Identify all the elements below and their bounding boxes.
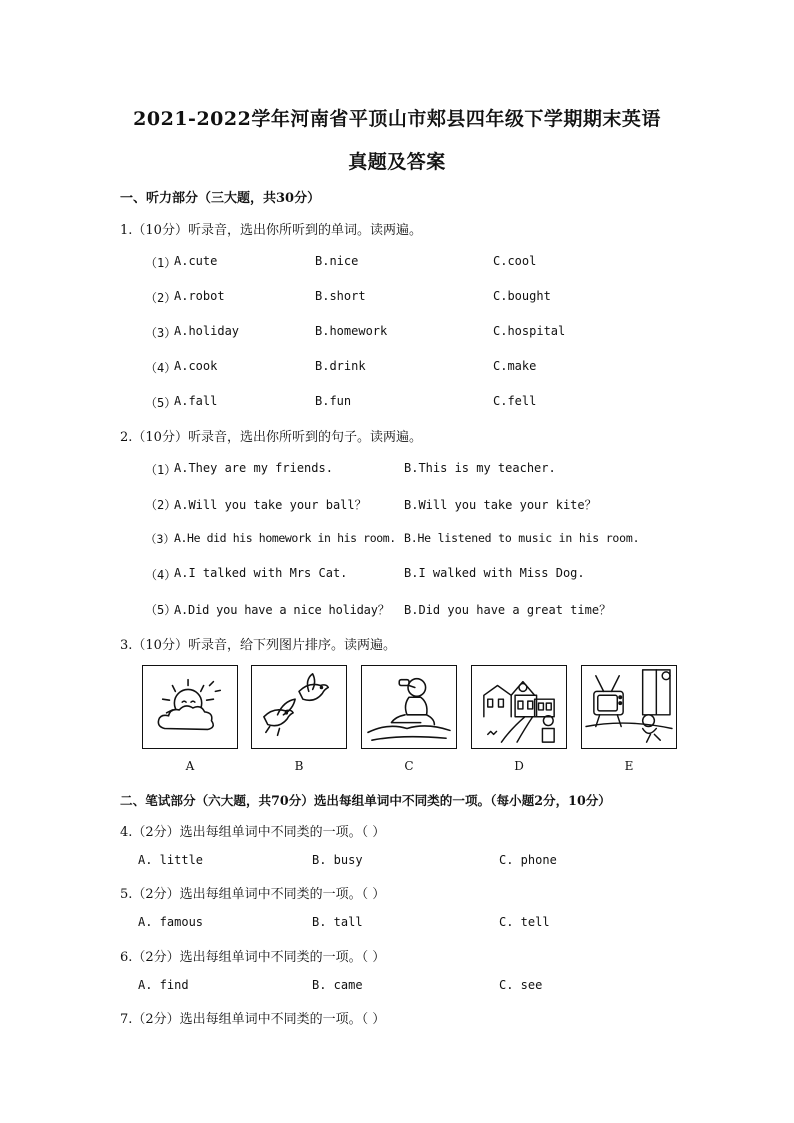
- option-b: B. tall: [312, 915, 363, 929]
- option-a: A.cute: [174, 254, 218, 268]
- option-b: B.drink: [315, 359, 366, 373]
- option-number: （2）: [145, 291, 177, 305]
- option-b: B. came: [312, 978, 363, 992]
- picture-label-a: A: [185, 759, 195, 773]
- option-b: B. busy: [312, 853, 363, 867]
- option-number: （4）: [145, 361, 177, 375]
- option-number: （3）: [145, 532, 175, 546]
- option-a: A.Will you take your ball？: [174, 498, 367, 512]
- option-a: A.I talked with Mrs Cat.: [174, 566, 348, 580]
- picture-e: [581, 665, 677, 749]
- question-1-stem: 1.（10分）听录音，选出你所听到的单词。读两遍。: [120, 223, 422, 238]
- option-a: A. find: [138, 978, 189, 992]
- picture-b: [251, 665, 347, 749]
- option-b: B.fun: [315, 394, 352, 408]
- option-c: C. tell: [499, 915, 550, 929]
- sun-cloud-icon: [143, 666, 237, 748]
- option-a: A.Did you have a nice holiday？: [174, 603, 390, 617]
- option-number: （5）: [145, 603, 177, 617]
- option-a: A.He did his homework in his room.: [174, 531, 396, 545]
- option-number: （3）: [145, 326, 177, 340]
- option-a: A. little: [138, 853, 204, 867]
- picture-label-c: C: [404, 759, 414, 773]
- option-c: C.fell: [493, 394, 537, 408]
- picture-d: [471, 665, 567, 749]
- option-b: B.nice: [315, 254, 359, 268]
- option-b: B.Did you have a great time？: [404, 603, 612, 617]
- option-b: B.Will you take your kite？: [404, 498, 597, 512]
- option-number: （1）: [145, 463, 177, 477]
- option-a: A.fall: [174, 394, 218, 408]
- picture-label-d: D: [514, 759, 524, 773]
- page-title-line2: 真题及答案: [348, 151, 446, 173]
- page-title-line1: 2021-2022学年河南省平顶山市郏县四年级下学期期末英语: [133, 108, 661, 130]
- option-c: C.bought: [493, 289, 551, 303]
- tv-room-icon: [582, 666, 676, 748]
- option-a: A.robot: [174, 289, 225, 303]
- picture-c: [361, 665, 457, 749]
- picture-label-b: B: [294, 759, 304, 773]
- picture-a: [142, 665, 238, 749]
- question-6-stem: 6.（2分）选出每组单词中不同类的一项。（ ）: [120, 950, 386, 965]
- option-a: A.They are my friends.: [174, 461, 333, 475]
- boy-binoculars-icon: [362, 666, 456, 748]
- option-number: （4）: [145, 568, 177, 582]
- option-c: C.hospital: [493, 324, 566, 338]
- question-3-stem: 3.（10分）听录音，给下列图片排序。读两遍。: [120, 638, 396, 653]
- option-a: A.holiday: [174, 324, 240, 338]
- picture-label-e: E: [624, 759, 634, 773]
- option-c: C.cool: [493, 254, 537, 268]
- question-2-stem: 2.（10分）听录音，选出你所听到的句子。读两遍。: [120, 430, 422, 445]
- option-a: A.cook: [174, 359, 218, 373]
- house-scene-icon: [472, 666, 566, 748]
- question-5-stem: 5.（2分）选出每组单词中不同类的一项。（ ）: [120, 887, 386, 902]
- section-heading-listening: 一、听力部分（三大题，共30分）: [120, 191, 321, 206]
- question-4-stem: 4.（2分）选出每组单词中不同类的一项。（ ）: [120, 825, 386, 840]
- option-number: （2）: [145, 498, 177, 512]
- option-b: B.This is my teacher.: [404, 461, 556, 475]
- option-b: B.homework: [315, 324, 388, 338]
- option-c: C. phone: [499, 853, 557, 867]
- option-c: C. see: [499, 978, 543, 992]
- option-number: （1）: [145, 256, 177, 270]
- option-number: （5）: [145, 396, 177, 410]
- option-b: B.He listened to music in his room.: [404, 531, 640, 545]
- birds-icon: [252, 666, 346, 748]
- option-b: B.short: [315, 289, 366, 303]
- option-a: A. famous: [138, 915, 204, 929]
- option-c: C.make: [493, 359, 537, 373]
- question-7-stem: 7.（2分）选出每组单词中不同类的一项。（ ）: [120, 1012, 386, 1027]
- section-heading-writing: 二、笔试部分（六大题，共70分）选出每组单词中不同类的一项。（每小题2分，10分）: [120, 793, 611, 808]
- option-b: B.I walked with Miss Dog.: [404, 566, 585, 580]
